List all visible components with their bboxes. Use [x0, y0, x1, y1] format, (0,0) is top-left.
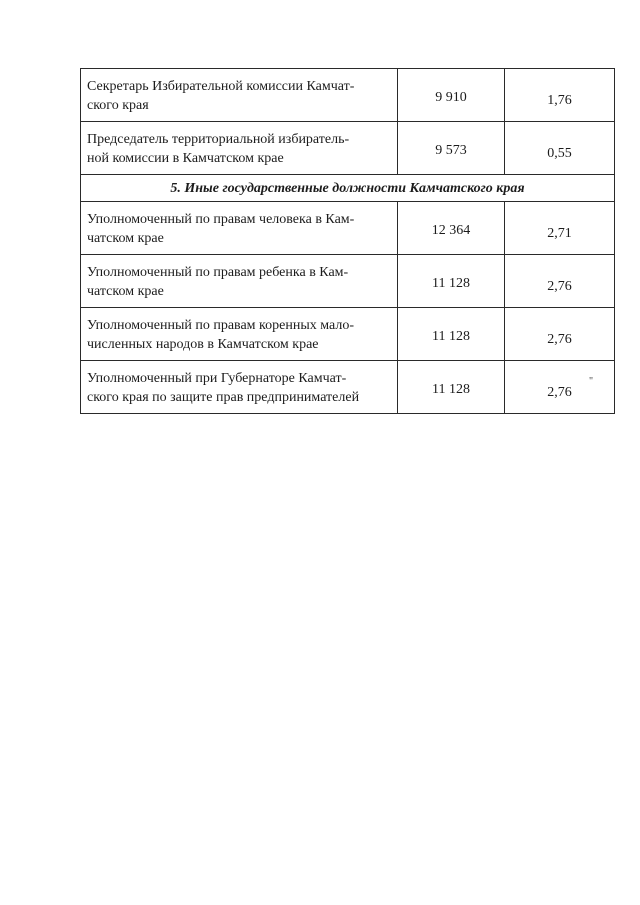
position-name-line: Уполномоченный по правам человека в Кам-	[87, 211, 355, 227]
salary-amount-cell: 11 128	[398, 255, 505, 308]
coefficient-cell: 1,76	[505, 69, 615, 122]
salary-amount-cell: 9 573	[398, 122, 505, 175]
table-row	[81, 361, 615, 414]
salary-amount-cell: 11 128	[398, 308, 505, 361]
table-row	[81, 255, 615, 308]
coefficient-cell: 0,55	[505, 122, 615, 175]
position-name-cell	[81, 361, 398, 414]
position-name-line: ского края по защите прав предпринимателей	[87, 389, 360, 405]
position-name-cell	[81, 202, 398, 255]
salary-table	[80, 68, 615, 414]
position-name-line: чатском крае	[87, 230, 164, 246]
salary-amount-cell: 12 364	[398, 202, 505, 255]
table-row	[81, 122, 615, 175]
table-row	[81, 308, 615, 361]
position-name-line: ского края	[87, 97, 149, 113]
position-name-line: Уполномоченный по правам коренных мало-	[87, 317, 354, 333]
section-title: 5. Иные государственные должности Камчатского края	[81, 175, 615, 202]
coefficient-cell: 2,71	[505, 202, 615, 255]
table-row	[81, 69, 615, 122]
salary-amount-cell: 11 128	[398, 361, 505, 414]
coefficient-cell: 2,76	[505, 361, 615, 414]
position-name-line: Председатель территориальной избиратель-	[87, 131, 350, 147]
position-name-line: Уполномоченный при Губернаторе Камчат-	[87, 370, 347, 386]
coefficient-cell: 2,76	[505, 308, 615, 361]
coefficient-cell: 2,76	[505, 255, 615, 308]
salary-amount-cell: 9 910	[398, 69, 505, 122]
position-name-line: Секретарь Избирательной комиссии Камчат-	[87, 78, 355, 94]
position-name-cell	[81, 308, 398, 361]
closing-quote-mark: "	[589, 376, 594, 387]
position-name-line: Уполномоченный по правам ребенка в Кам-	[87, 264, 349, 280]
table-row	[81, 202, 615, 255]
position-name-cell	[81, 122, 398, 175]
section-header-row	[81, 175, 615, 202]
position-name-line: ной комиссии в Камчатском крае	[87, 150, 284, 166]
position-name-cell	[81, 69, 398, 122]
position-name-line: численных народов в Камчатском крае	[87, 336, 319, 352]
position-name-cell	[81, 255, 398, 308]
position-name-line: чатском крае	[87, 283, 164, 299]
